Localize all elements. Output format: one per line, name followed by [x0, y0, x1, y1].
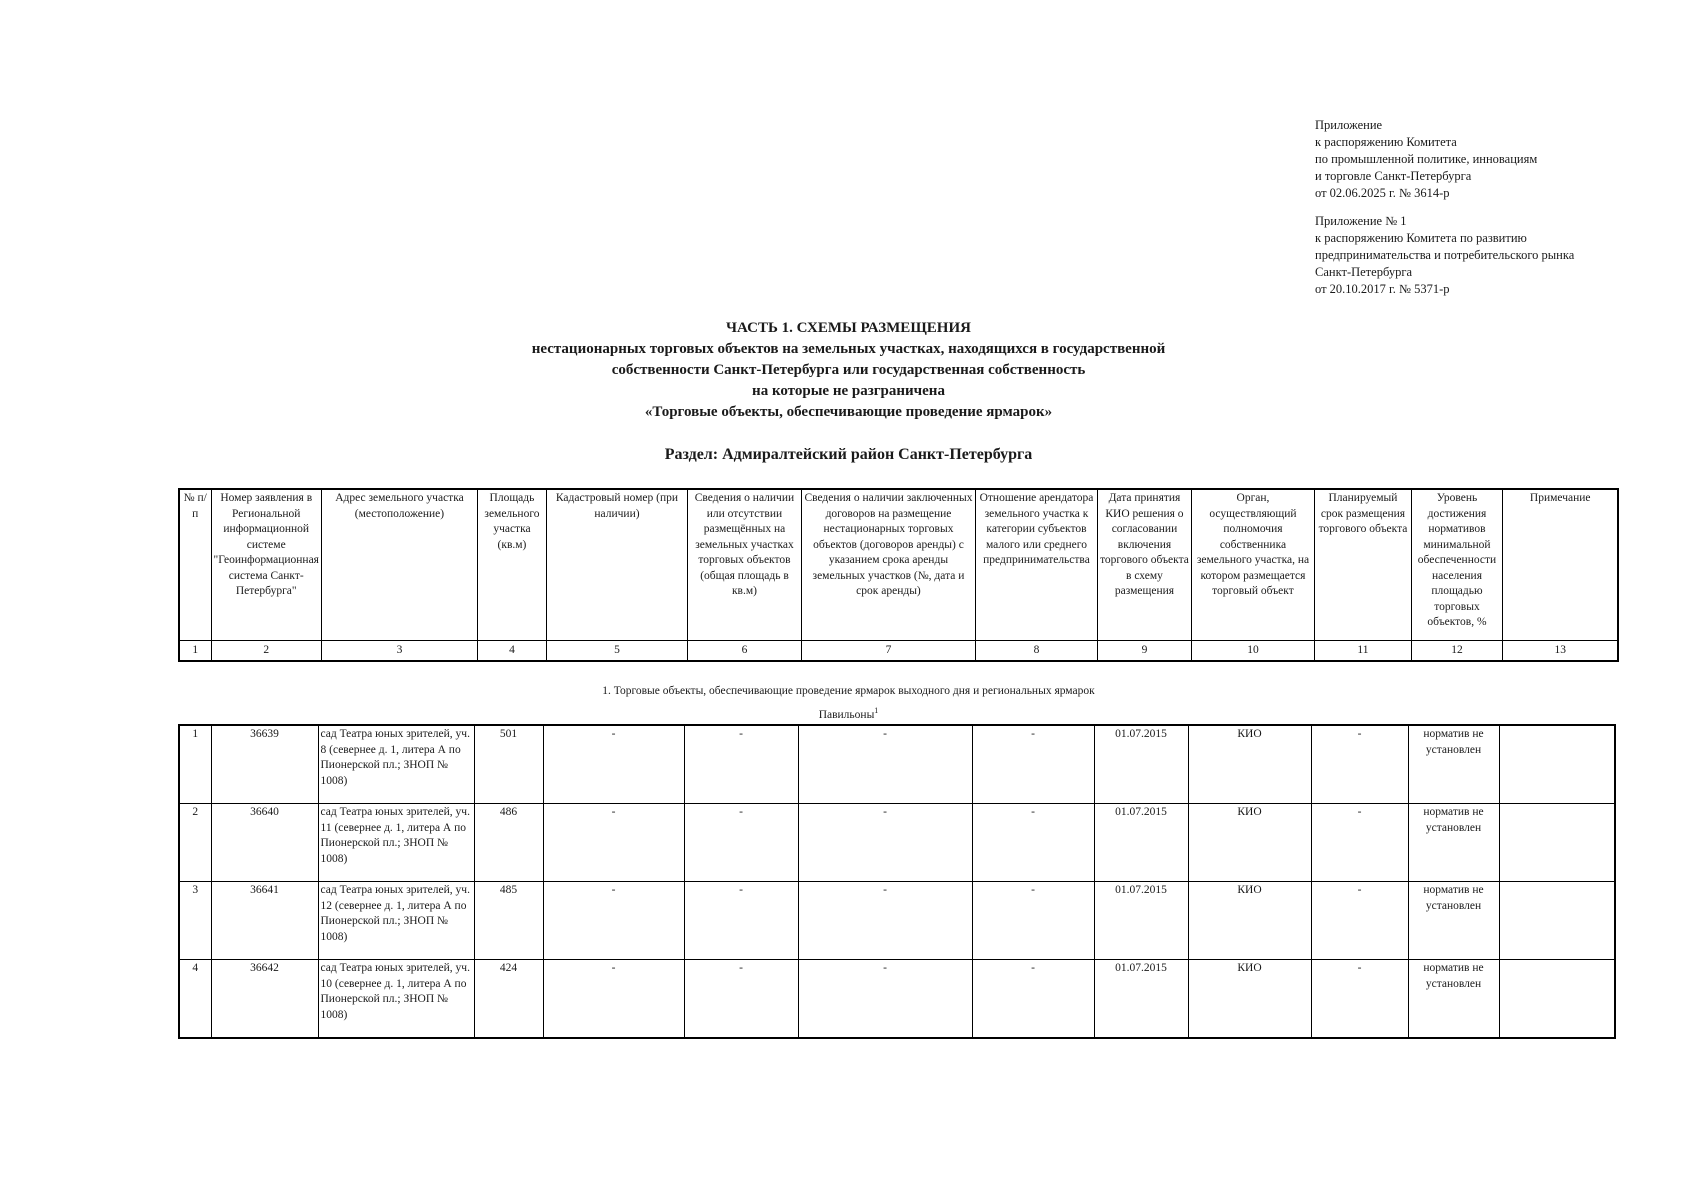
table-cell: - — [972, 882, 1094, 960]
table-cell: - — [798, 882, 972, 960]
table-cell: 01.07.2015 — [1094, 804, 1188, 882]
table-cell: - — [972, 725, 1094, 804]
table-cell: - — [684, 804, 798, 882]
table-cell: - — [684, 882, 798, 960]
column-header: Сведения о наличии заключенных договоров на размещение нестационарных торговых объектов (договоров аренды) с указанием срока аренды земельных участков (№, дата и срок аренды) — [801, 489, 975, 641]
table-cell: сад Театра юных зрителей, уч. 8 (севернее д. 1, литера А по Пионерской пл.; ЗНОП № 1008) — [318, 725, 474, 804]
table-cell: 424 — [474, 960, 543, 1039]
appendix-line: и торговле Санкт-Петербурга — [1315, 169, 1472, 183]
title-line: нестационарных торговых объектов на земельных участках, находящихся в государственной — [531, 341, 1166, 357]
table-cell: 3 — [179, 882, 211, 960]
table-cell: - — [972, 804, 1094, 882]
document-title — [0, 318, 1697, 423]
column-header: Номер заявления в Региональной информационной системе "Геоинформационная система Санкт-Петербурга" — [211, 489, 321, 641]
table-cell: - — [684, 725, 798, 804]
column-number: 11 — [1314, 641, 1411, 662]
column-header: Кадастровый номер (при наличии) — [546, 489, 687, 641]
column-number: 9 — [1097, 641, 1191, 662]
table-cell: - — [1311, 960, 1408, 1039]
table-cell: 1 — [179, 725, 211, 804]
column-number-row — [179, 641, 1618, 662]
table-cell: - — [972, 960, 1094, 1039]
title-line: «Торговые объекты, обеспечивающие проведение ярмарок» — [644, 404, 1053, 420]
table-cell: - — [543, 725, 684, 804]
table-cell: - — [1311, 882, 1408, 960]
column-number: 5 — [546, 641, 687, 662]
column-header: № п/п — [179, 489, 211, 641]
column-header: Орган, осуществляющий полномочия собственника земельного участка, на котором размещается торговый объект — [1191, 489, 1314, 641]
column-header: Площадь земельного участка (кв.м) — [477, 489, 546, 641]
table-cell: 4 — [179, 960, 211, 1039]
appendix-block — [1315, 117, 1574, 298]
table-row — [179, 960, 1615, 1039]
table-cell: сад Театра юных зрителей, уч. 11 (севернее д. 1, литера А по Пионерской пл.; ЗНОП № 1008) — [318, 804, 474, 882]
table-cell: - — [543, 960, 684, 1039]
table-cell: 36641 — [211, 882, 318, 960]
column-header: Дата принятия КИО решения о согласовании включения торгового объекта в схему размещения — [1097, 489, 1191, 641]
title-line: ЧАСТЬ 1. СХЕМЫ РАЗМЕЩЕНИЯ — [726, 320, 971, 336]
column-number: 13 — [1502, 641, 1618, 662]
table-cell: КИО — [1188, 882, 1311, 960]
appendix-line: Приложение — [1315, 118, 1383, 132]
title-line: собственности Санкт-Петербурга или государственная собственность — [611, 362, 1086, 378]
table-cell: 485 — [474, 882, 543, 960]
footnote-mark: 1 — [874, 706, 879, 715]
table-cell: норматив не установлен — [1408, 882, 1499, 960]
title-line: на которые не разграничена — [752, 383, 945, 399]
column-number: 4 — [477, 641, 546, 662]
table-cell: 36640 — [211, 804, 318, 882]
subsection-subtitle — [0, 706, 1697, 721]
table-cell: - — [1311, 804, 1408, 882]
column-number: 8 — [975, 641, 1097, 662]
table-cell: КИО — [1188, 960, 1311, 1039]
table-cell: 01.07.2015 — [1094, 882, 1188, 960]
appendix-line: Санкт-Петербурга — [1315, 265, 1413, 279]
table-cell: - — [543, 882, 684, 960]
table-cell: 36642 — [211, 960, 318, 1039]
table-cell: 501 — [474, 725, 543, 804]
header-table — [178, 488, 1619, 662]
table-cell: норматив не установлен — [1408, 725, 1499, 804]
table-cell — [1499, 960, 1615, 1039]
table-cell: 486 — [474, 804, 543, 882]
table-cell — [1499, 882, 1615, 960]
column-header: Примечание — [1502, 489, 1618, 641]
table-cell: - — [684, 960, 798, 1039]
appendix-line: к распоряжению Комитета по развитию — [1315, 231, 1527, 245]
table-cell: 36639 — [211, 725, 318, 804]
table-row — [179, 804, 1615, 882]
table-cell: - — [798, 960, 972, 1039]
column-number: 6 — [687, 641, 801, 662]
table-cell: - — [798, 804, 972, 882]
table-cell: 01.07.2015 — [1094, 725, 1188, 804]
column-header: Планируемый срок размещения торгового объекта — [1314, 489, 1411, 641]
table-cell — [1499, 725, 1615, 804]
column-number: 7 — [801, 641, 975, 662]
subsection-title: 1. Торговые объекты, обеспечивающие проведение ярмарок выходного дня и региональных ярмарок — [602, 685, 1095, 697]
table-cell: норматив не установлен — [1408, 804, 1499, 882]
table-cell: КИО — [1188, 725, 1311, 804]
table-cell — [1499, 804, 1615, 882]
appendix-line: предпринимательства и потребительского рынка — [1315, 248, 1575, 262]
table-cell: 2 — [179, 804, 211, 882]
table-cell: сад Театра юных зрителей, уч. 10 (севернее д. 1, литера А по Пионерской пл.; ЗНОП № 1008) — [318, 960, 474, 1039]
header-row — [179, 489, 1618, 641]
column-header: Отношение арендатора земельного участка к категории субъектов малого или среднего предпринимательства — [975, 489, 1097, 641]
column-header: Уровень достижения нормативов минимальной обеспеченности населения площадью торговых объектов, % — [1411, 489, 1502, 641]
column-number: 10 — [1191, 641, 1314, 662]
appendix-line: от 02.06.2025 г. № 3614-р — [1315, 186, 1450, 200]
column-header: Сведения о наличии или отсутствии размещённых на земельных участках торговых объектов (общая площадь в кв.м) — [687, 489, 801, 641]
table-row — [179, 882, 1615, 960]
appendix-line: Приложение № 1 — [1315, 214, 1407, 228]
table-row — [179, 725, 1615, 804]
column-number: 12 — [1411, 641, 1502, 662]
column-header: Адрес земельного участка (местоположение) — [321, 489, 477, 641]
appendix-line: по промышленной политике, инновациям — [1315, 152, 1538, 166]
table-cell: КИО — [1188, 804, 1311, 882]
column-number: 2 — [211, 641, 321, 662]
appendix-line: от 20.10.2017 г. № 5371-р — [1315, 282, 1450, 296]
table-cell: 01.07.2015 — [1094, 960, 1188, 1039]
column-number: 1 — [179, 641, 211, 662]
table-cell: - — [543, 804, 684, 882]
subsection-subtitle-text: Павильоны — [818, 708, 875, 721]
table-cell: сад Театра юных зрителей, уч. 12 (севернее д. 1, литера А по Пионерской пл.; ЗНОП № 1008) — [318, 882, 474, 960]
column-number: 3 — [321, 641, 477, 662]
table-cell: - — [798, 725, 972, 804]
table-cell: норматив не установлен — [1408, 960, 1499, 1039]
table-cell: - — [1311, 725, 1408, 804]
appendix-line: к распоряжению Комитета — [1315, 135, 1457, 149]
data-table — [178, 724, 1616, 1039]
section-title: Раздел: Адмиралтейский район Санкт-Петербурга — [664, 446, 1033, 463]
